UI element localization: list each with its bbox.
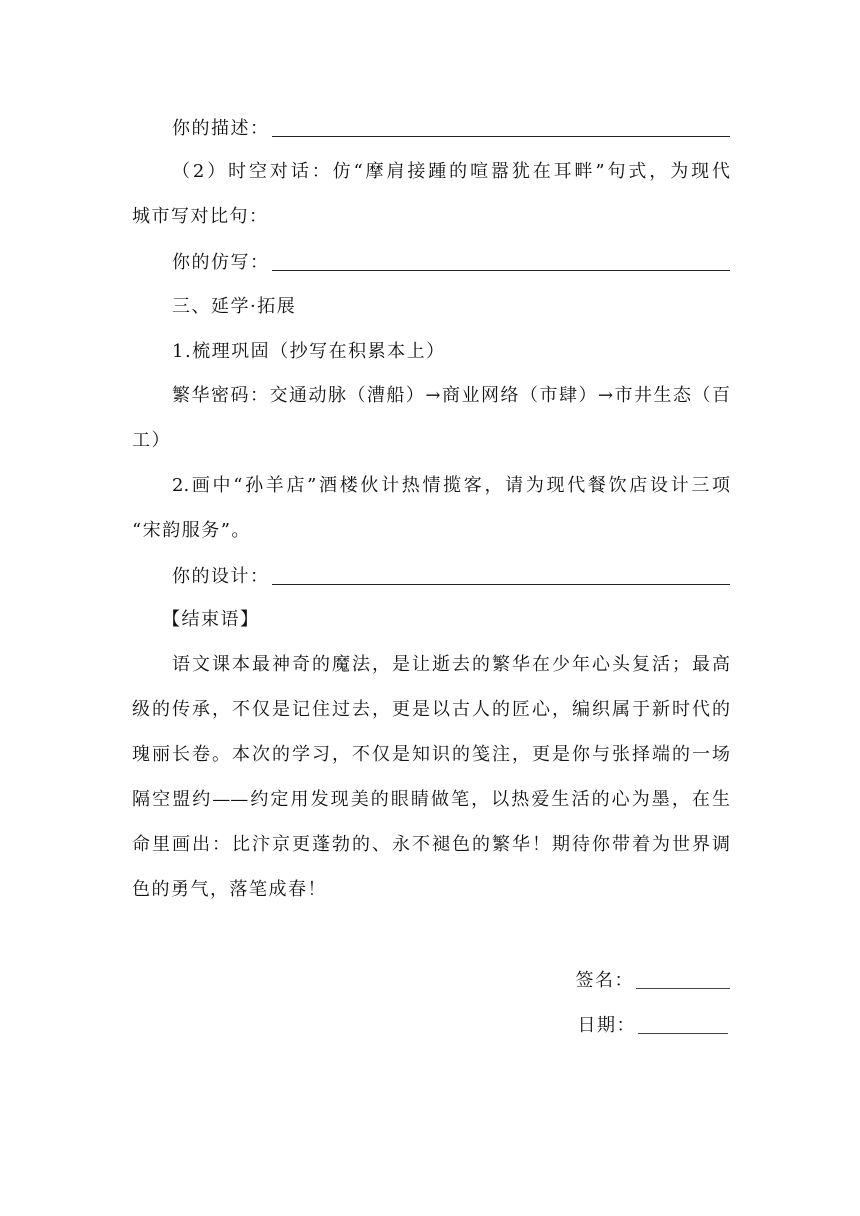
- item2-line2: “宋韵服务”。: [132, 520, 251, 541]
- q2-answer-row: [132, 250, 730, 275]
- item2-answer-blank[interactable]: [272, 560, 731, 585]
- closing-line: 隔空盟约——约定用发现美的眼睛做笔，以热爱生活的心为墨，在生: [132, 789, 730, 810]
- date-label: 日期：: [577, 1015, 636, 1036]
- item1-line2: 工）: [132, 430, 171, 451]
- item1-title: 1.梳理巩固（抄写在积累本上）: [172, 341, 446, 362]
- closing-line: 命里画出：比汴京更蓬勃的、永不褪色的繁华！期待你带着为世界调: [132, 834, 730, 855]
- closing-line: 语文课本最神奇的魔法，是让逝去的繁华在少年心头复活；最高: [172, 654, 730, 675]
- closing-line: 级的传承，不仅是记住过去，更是以古人的匠心，编织属于新时代的: [132, 699, 730, 720]
- date-row: [578, 1014, 729, 1038]
- signature-label: 签名：: [575, 970, 634, 991]
- closing-line: 瑰丽长卷。本次的学习，不仅是知识的笺注，更是你与张择端的一场: [132, 744, 730, 765]
- date-blank[interactable]: [638, 1013, 728, 1034]
- item2-answer-row: [132, 564, 730, 589]
- q2-prompt-line1: （2）时空对话：仿“摩肩接踵的喧嚣犹在耳畔”句式，为现代: [172, 161, 730, 182]
- q2-answer-blank[interactable]: [272, 246, 731, 271]
- item2-line1: 2.画中“孙羊店”酒楼伙计热情揽客，请为现代餐饮店设计三项: [172, 475, 730, 496]
- item2-answer-label: 你的设计：: [172, 566, 270, 587]
- q2-answer-label: 你的仿写：: [172, 252, 270, 273]
- q2-prompt-line2: 城市写对比句：: [132, 206, 269, 227]
- item1-line1: 繁华密码：交通动脉（漕船）→商业网络（市肆）→市井生态（百: [172, 385, 730, 406]
- q1-answer-blank[interactable]: [272, 112, 731, 137]
- section3-heading: 三、延学·拓展: [172, 296, 297, 317]
- closing-heading: 【结束语】: [162, 609, 260, 630]
- q1-answer-row: [132, 116, 730, 141]
- signature-blank[interactable]: [636, 968, 730, 989]
- q1-answer-label: 你的描述：: [172, 118, 270, 139]
- closing-line: 色的勇气，落笔成春！: [132, 879, 327, 900]
- signature-row: [576, 969, 731, 993]
